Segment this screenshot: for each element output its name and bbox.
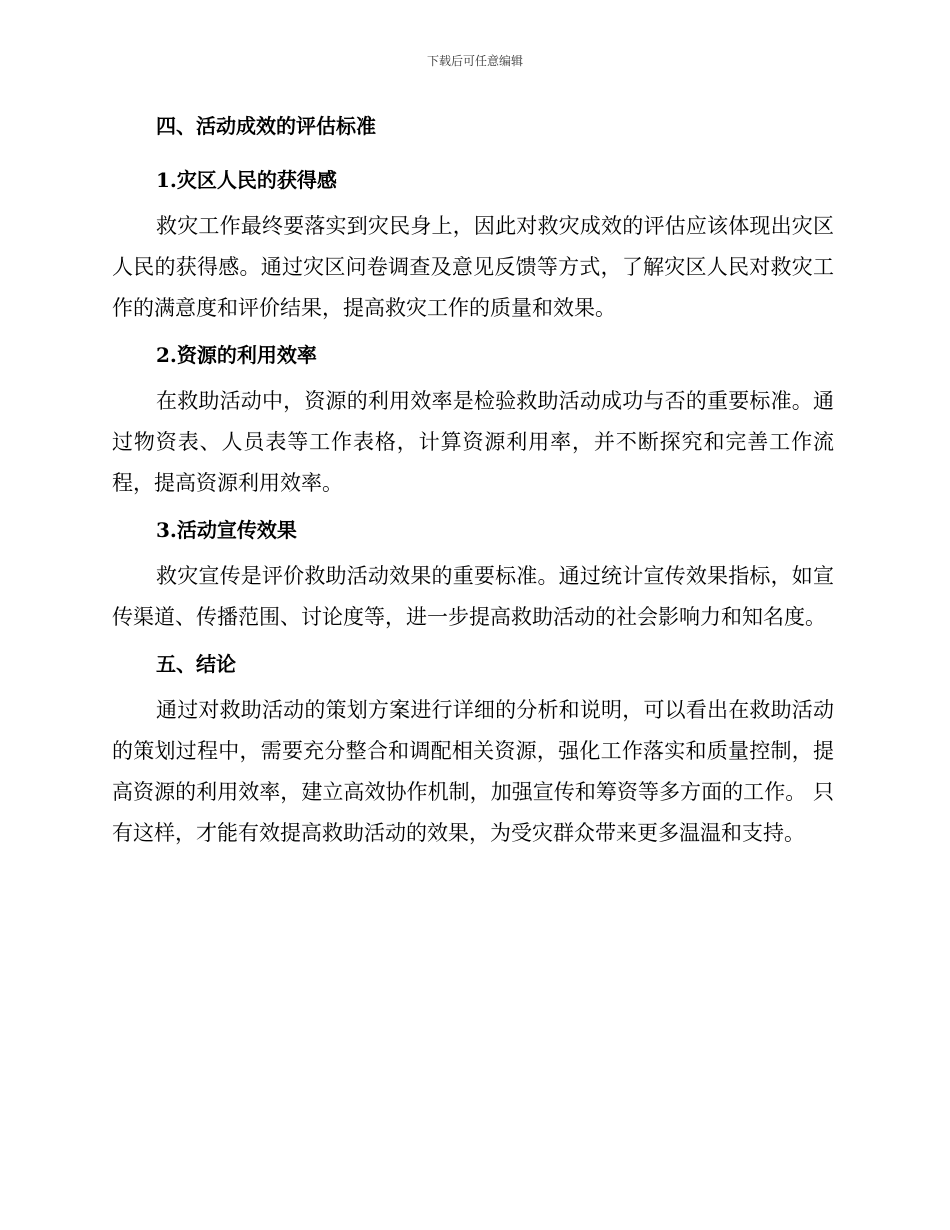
section-heading-conclusion: 五、结论 bbox=[156, 652, 236, 676]
subheading-sense-of-gain: 1.灾区人民的获得感 bbox=[156, 168, 337, 192]
subheading-resource-efficiency: 2.资源的利用效率 bbox=[156, 343, 317, 367]
paragraph-sense-of-gain: 救灾工作最终要落实到灾民身上，因此对救灾成效的评估应该体现出灾区人民的获得感。通过灾区问卷调查及意见反馈等方式，了解灾区人民对救灾工作的满意度和评价结果，提高救灾工作的质量和效果。 bbox=[112, 214, 834, 320]
page-header-note: 下载后可任意编辑 bbox=[426, 54, 523, 68]
subheading-publicity-effect: 3.活动宣传效果 bbox=[156, 518, 297, 542]
section-heading-evaluation: 四、活动成效的评估标准 bbox=[156, 114, 376, 138]
document-body bbox=[112, 108, 834, 854]
paragraph-resource-efficiency: 在救助活动中，资源的利用效率是检验救助活动成功与否的重要标准。通过物资表、人员表等工作表格，计算资源利用率，并不断探究和完善工作流程，提高资源利用效率。 bbox=[112, 389, 834, 495]
paragraph-publicity-effect: 救灾宣传是评价救助活动效果的重要标准。通过统计宣传效果指标，如宣传渠道、传播范围、讨论度等，进一步提高救助活动的社会影响力和知名度。 bbox=[112, 564, 834, 629]
paragraph-conclusion: 通过对救助活动的策划方案进行详细的分析和说明，可以看出在救助活动的策划过程中，需要充分整合和调配相关资源，强化工作落实和质量控制，提高资源的利用效率，建立高效协作机制，加强宣传和筹资等多方面的工作。 只有这样，才能有效提高救助活动的效果，为受灾群众带来更多温温和支持。 bbox=[112, 698, 834, 845]
